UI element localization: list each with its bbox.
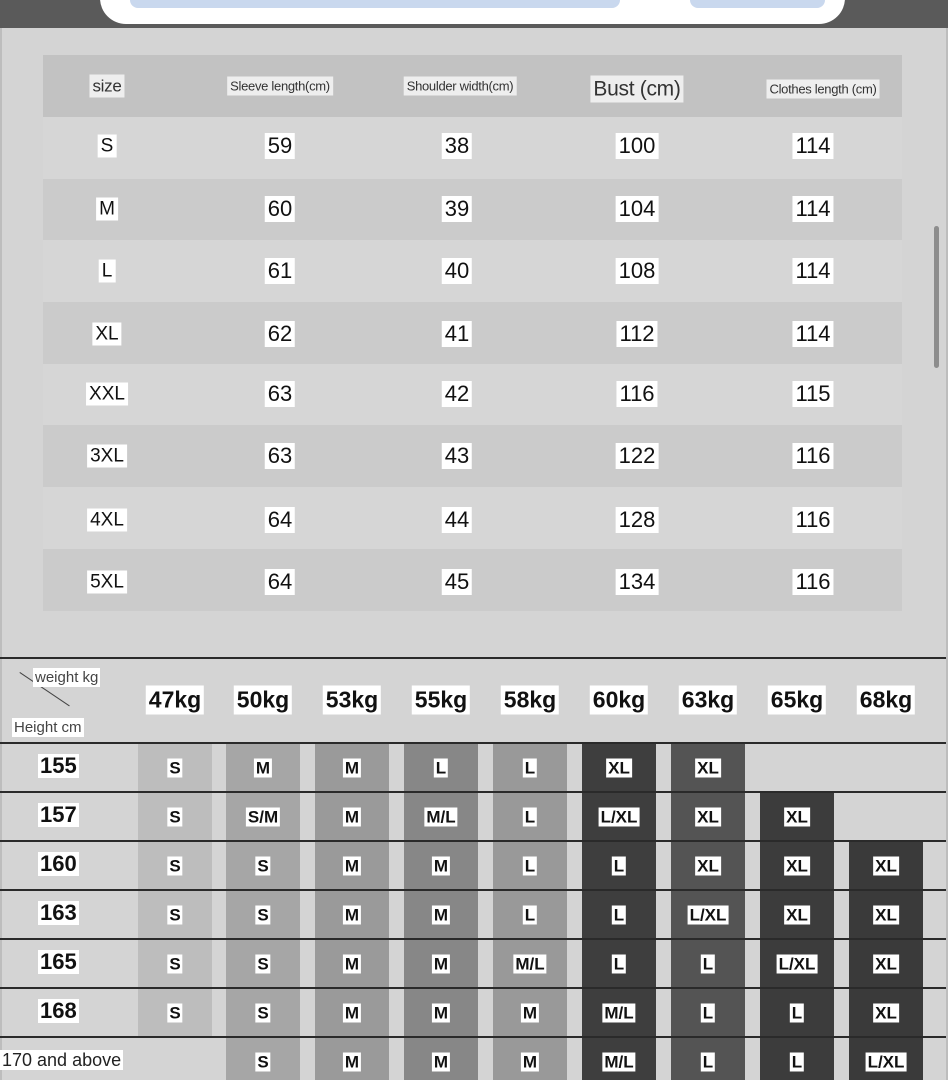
measurement-cell: 45 (442, 569, 472, 595)
measurement-cell: 61 (265, 258, 295, 284)
measurement-cell: 100 (616, 133, 659, 159)
measurement-cell: 114 (792, 196, 833, 222)
size-cell: L (99, 260, 116, 283)
row-divider (0, 889, 946, 891)
size-row (43, 179, 902, 241)
recommended-size-cell: L (791, 1003, 803, 1022)
height-label: 165 (40, 948, 77, 974)
measurement-cell: 64 (265, 507, 295, 533)
weight-header: 58kg (501, 686, 559, 715)
recommended-size-cell: M/L (604, 1003, 634, 1022)
recommended-size-cell: S (257, 1003, 269, 1022)
measurement-cell: 134 (616, 569, 659, 595)
measurement-cell: 59 (265, 133, 295, 159)
recommended-size-cell: L (613, 954, 625, 973)
measurement-cell: 116 (792, 443, 833, 469)
recommended-size-cell: L (702, 1003, 714, 1022)
weight-header: 63kg (679, 686, 737, 715)
size-row (43, 117, 902, 179)
recommended-size-cell: M (433, 905, 449, 924)
measurement-cell: 122 (616, 443, 659, 469)
header-size: size (89, 75, 124, 98)
top-pill (130, 0, 620, 8)
recommended-size-cell: L (524, 807, 536, 826)
measurement-cell: 114 (792, 133, 833, 159)
weight-header: 68kg (857, 686, 915, 715)
recommended-size-cell: S (169, 954, 181, 973)
measurement-cell: 114 (792, 258, 833, 284)
size-row (43, 240, 902, 302)
recommended-size-cell: L (613, 856, 625, 875)
recommended-size-cell: M (433, 1003, 449, 1022)
recommended-size-cell: S (169, 1003, 181, 1022)
recommended-size-cell: L (435, 758, 447, 777)
size-row (43, 549, 902, 611)
size-cell: XXL (86, 382, 128, 405)
height-label: 157 (40, 801, 77, 827)
size-row (43, 364, 902, 426)
recommended-size-cell: M/L (604, 1052, 634, 1071)
measurement-cell: 116 (616, 381, 657, 407)
row-divider (0, 657, 946, 659)
size-row (43, 302, 902, 364)
size-chart-header (43, 55, 902, 117)
size-cell: 4XL (87, 508, 127, 531)
row-divider (0, 840, 946, 842)
recommended-size-cell: M (344, 807, 360, 826)
measurement-cell: 64 (265, 569, 295, 595)
recommended-size-cell: S (169, 856, 181, 875)
recommended-size-cell: L (524, 905, 536, 924)
height-label: 163 (40, 899, 77, 925)
recommended-size-cell: XL (875, 856, 897, 875)
weight-header: 60kg (590, 686, 648, 715)
height-label: 170 and above (2, 1049, 122, 1070)
recommended-size-cell: XL (697, 856, 719, 875)
measurement-cell: 128 (616, 507, 659, 533)
page-edge (0, 28, 2, 1080)
height-label: 155 (40, 752, 77, 778)
recommended-size-cell: L/XL (778, 954, 816, 973)
recommended-size-cell: M (522, 1052, 538, 1071)
recommended-size-cell: M/L (426, 807, 456, 826)
recommended-size-cell: M (344, 954, 360, 973)
recommended-size-cell: XL (875, 905, 897, 924)
weight-header: 65kg (768, 686, 826, 715)
height-axis-label: Height cm (14, 719, 82, 736)
recommended-size-cell: M (344, 1003, 360, 1022)
recommended-size-cell: S (257, 905, 269, 924)
recommended-size-cell: XL (697, 758, 719, 777)
row-divider (0, 987, 946, 989)
height-label: 168 (40, 997, 77, 1023)
size-cell: 5XL (87, 570, 127, 593)
recommended-size-cell: S (169, 758, 181, 777)
header-clothes-length: Clothes length (cm) (766, 80, 879, 99)
weight-header: 50kg (234, 686, 292, 715)
top-pill (690, 0, 825, 8)
recommended-size-cell: XL (786, 856, 808, 875)
measurement-cell: 62 (265, 321, 295, 347)
measurement-cell: 43 (442, 443, 472, 469)
recommended-size-cell: M (433, 954, 449, 973)
recommended-size-cell: XL (875, 954, 897, 973)
recommended-size-cell: XL (697, 807, 719, 826)
weight-header: 47kg (146, 686, 204, 715)
recommended-size-cell: XL (875, 1003, 897, 1022)
measurement-cell: 63 (265, 381, 295, 407)
measurement-cell: 116 (792, 569, 833, 595)
recommended-size-cell: L (524, 856, 536, 875)
recommended-size-cell: XL (786, 807, 808, 826)
measurement-cell: 60 (265, 196, 295, 222)
measurement-cell: 39 (442, 196, 472, 222)
recommended-size-cell: L (524, 758, 536, 777)
recommended-size-cell: M (255, 758, 271, 777)
row-divider (0, 938, 946, 940)
measurement-cell: 44 (442, 507, 472, 533)
recommended-size-cell: M (344, 905, 360, 924)
recommended-size-cell: L (702, 954, 714, 973)
recommended-size-cell: M (522, 1003, 538, 1022)
recommended-size-cell: S (257, 1052, 269, 1071)
weight-axis-label: weight kg (35, 669, 99, 686)
recommended-size-cell: XL (608, 758, 630, 777)
size-chart-table (43, 55, 902, 611)
recommended-size-cell: M/L (515, 954, 545, 973)
measurement-cell: 116 (792, 507, 833, 533)
size-row (43, 487, 902, 549)
scrollbar[interactable] (934, 226, 939, 368)
recommended-size-cell: S (169, 905, 181, 924)
recommended-size-cell: S/M (247, 807, 279, 826)
recommended-size-cell: M (344, 856, 360, 875)
height-label: 160 (40, 850, 77, 876)
recommended-size-cell: XL (786, 905, 808, 924)
weight-header: 53kg (323, 686, 381, 715)
recommended-size-cell: L/XL (689, 905, 727, 924)
measurement-cell: 63 (265, 443, 295, 469)
row-divider (0, 791, 946, 793)
row-divider (0, 742, 946, 744)
measurement-cell: 42 (442, 381, 472, 407)
recommended-size-cell: L/XL (600, 807, 638, 826)
recommended-size-cell: L (613, 905, 625, 924)
recommended-size-cell: L (702, 1052, 714, 1071)
recommended-size-cell: S (257, 856, 269, 875)
measurement-cell: 114 (792, 321, 833, 347)
size-cell: M (96, 197, 118, 220)
size-row (43, 425, 902, 487)
recommended-size-cell: M (344, 758, 360, 777)
header-sleeve-length: Sleeve length(cm) (227, 77, 333, 96)
header-bust: Bust (cm) (590, 76, 683, 103)
measurement-cell: 38 (442, 133, 472, 159)
size-cell: 3XL (87, 445, 127, 468)
size-cell: XL (92, 322, 121, 345)
recommended-size-cell: S (169, 807, 181, 826)
measurement-cell: 104 (616, 196, 659, 222)
recommended-size-cell: M (433, 1052, 449, 1071)
measurement-cell: 41 (442, 321, 472, 347)
row-divider (0, 1036, 946, 1038)
weight-header: 55kg (412, 686, 470, 715)
recommended-size-cell: L/XL (867, 1052, 905, 1071)
header-shoulder-width: Shoulder width(cm) (404, 77, 517, 96)
measurement-cell: 108 (616, 258, 659, 284)
measurement-cell: 115 (792, 381, 833, 407)
recommended-size-cell: M (344, 1052, 360, 1071)
recommended-size-cell: L (791, 1052, 803, 1071)
measurement-cell: 40 (442, 258, 472, 284)
recommended-size-cell: S (257, 954, 269, 973)
size-cell: S (98, 134, 117, 157)
measurement-cell: 112 (616, 321, 657, 347)
recommended-size-cell: M (433, 856, 449, 875)
